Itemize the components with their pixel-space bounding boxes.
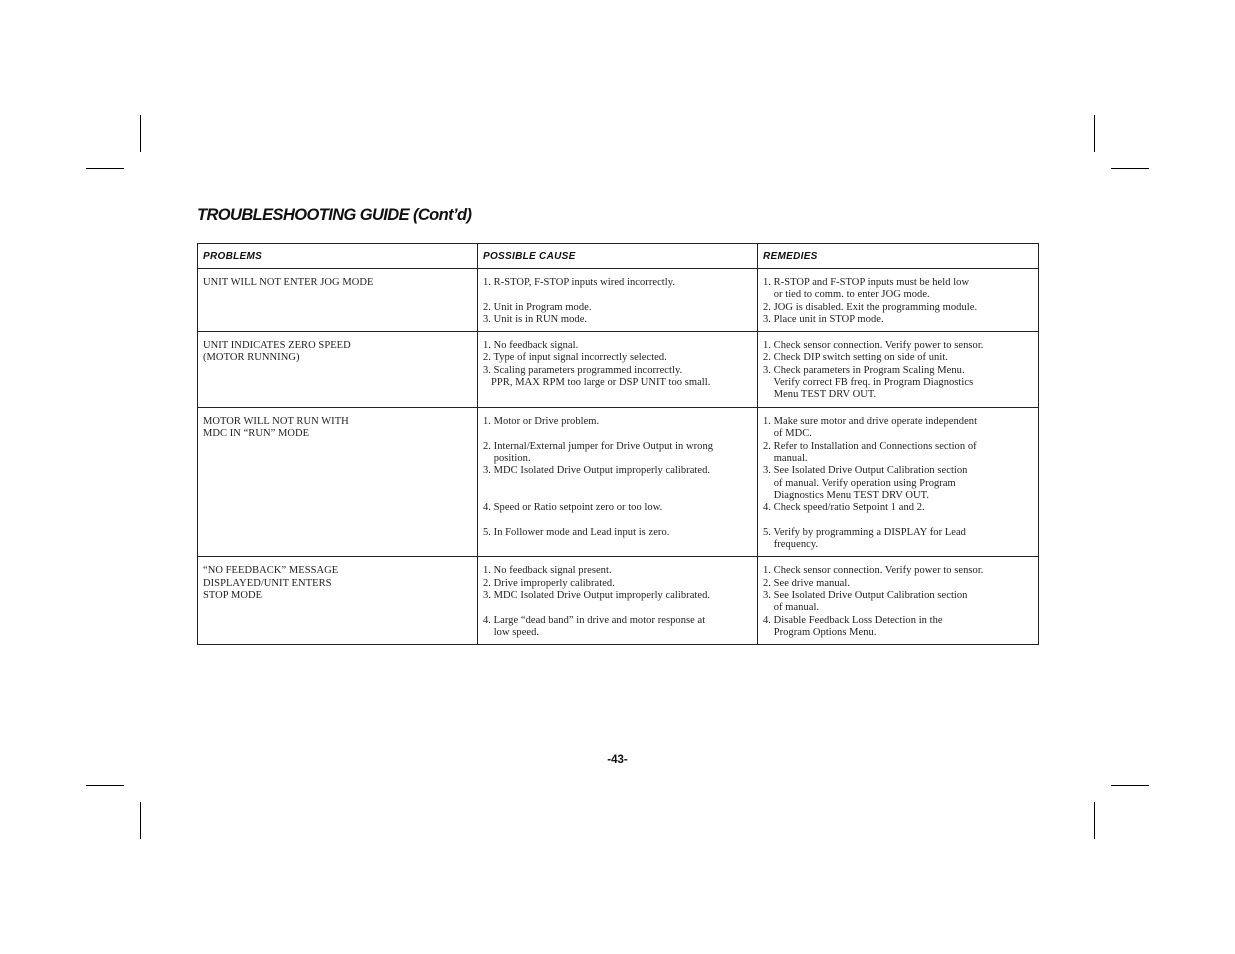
cell-line: 1. No feedback signal present.	[483, 565, 612, 577]
cell-line: low speed.	[483, 626, 540, 638]
cell-line: 1. Check sensor connection. Verify power to sensor.	[763, 340, 984, 352]
cell-line: 5. In Follower mode and Lead input is zero.	[483, 526, 670, 538]
cause-cell	[478, 332, 758, 408]
cause-cell	[478, 269, 758, 332]
cell-line: 3. Place unit in STOP mode.	[763, 313, 884, 325]
remedy-cell	[758, 332, 1039, 408]
cell-line: 3. Unit is in RUN mode.	[483, 313, 588, 325]
cell-line: 3. See Isolated Drive Output Calibration section	[763, 465, 968, 477]
cell-line: 3. Scaling parameters programmed incorrectly.	[483, 364, 683, 376]
cell-line: 1. Check sensor connection. Verify power to sensor.	[763, 565, 984, 577]
cell-line: UNIT WILL NOT ENTER JOG MODE	[203, 277, 374, 288]
table-row	[198, 332, 1039, 408]
cell-line: 2. Refer to Installation and Connections section of	[763, 440, 977, 452]
cell-line: 3. MDC Isolated Drive Output improperly calibrated.	[483, 465, 711, 477]
cell-line	[483, 490, 757, 502]
cell-line: 4. Check speed/ratio Setpoint 1 and 2.	[763, 502, 925, 514]
crop-mark	[1094, 802, 1095, 839]
cell-line: 4. Speed or Ratio setpoint zero or too low.	[483, 502, 663, 514]
crop-mark	[140, 115, 141, 152]
troubleshooting-table	[197, 243, 1039, 645]
cell-line: of manual. Verify operation using Program	[763, 477, 956, 489]
table-row	[198, 408, 1039, 557]
cell-line: 2. Internal/External jumper for Drive Output in wrong	[483, 440, 714, 452]
cause-cell	[478, 408, 758, 557]
cell-line	[483, 515, 757, 527]
cell-line: 5. Verify by programming a DISPLAY for Lead	[763, 526, 966, 538]
cell-line: UNIT INDICATES ZERO SPEED	[203, 340, 351, 352]
problem-cell	[198, 269, 478, 332]
cell-line: frequency.	[763, 539, 819, 551]
cell-line: 1. Motor or Drive problem.	[483, 416, 600, 428]
cell-line	[763, 515, 1038, 527]
cell-line: 2. Unit in Program mode.	[483, 301, 592, 313]
cell-line: 3. MDC Isolated Drive Output improperly calibrated.	[483, 590, 711, 602]
cell-line	[483, 478, 757, 490]
cell-line: Verify correct FB freq. in Program Diagnostics	[763, 377, 974, 389]
problem-cell	[198, 408, 478, 557]
cell-line: 3. Check parameters in Program Scaling Menu.	[763, 364, 965, 376]
problem-cell	[198, 332, 478, 408]
cell-line: 2. Check DIP switch setting on side of unit.	[763, 352, 948, 364]
header-remedies: REMEDIES	[758, 244, 1039, 269]
cell-line: of MDC.	[763, 428, 812, 440]
crop-mark	[86, 785, 124, 786]
cell-line: (MOTOR RUNNING)	[203, 352, 300, 364]
cell-line: 4. Disable Feedback Loss Detection in the	[763, 614, 943, 626]
cell-line: MOTOR WILL NOT RUN WITH	[203, 416, 349, 428]
crop-mark	[140, 802, 141, 839]
cell-line: 4. Large “dead band” in drive and motor response at	[483, 614, 706, 626]
remedy-cell	[758, 408, 1039, 557]
header-problems: PROBLEMS	[198, 244, 478, 269]
table-row	[198, 557, 1039, 645]
table-row	[198, 269, 1039, 332]
cell-line: 1. R-STOP, F-STOP inputs wired incorrectly.	[483, 277, 676, 288]
cell-line: Menu TEST DRV OUT.	[763, 389, 877, 401]
cell-line: PPR, MAX RPM too large or DSP UNIT too small.	[483, 377, 711, 389]
cell-line: STOP MODE	[203, 590, 263, 602]
crop-mark	[1094, 115, 1095, 152]
cell-line: 2. Type of input signal incorrectly selected.	[483, 352, 667, 364]
problem-cell	[198, 557, 478, 645]
remedy-cell	[758, 557, 1039, 645]
page-title: TROUBLESHOOTING GUIDE (Cont’d)	[197, 206, 472, 224]
cause-cell	[478, 557, 758, 645]
remedy-cell	[758, 269, 1039, 332]
cell-line: or tied to comm. to enter JOG mode.	[763, 289, 930, 301]
cell-line	[483, 602, 757, 614]
cell-line: Program Options Menu.	[763, 626, 877, 638]
cell-line	[483, 289, 757, 301]
cell-line: 1. R-STOP and F-STOP inputs must be held low	[763, 277, 970, 288]
cell-line: 3. See Isolated Drive Output Calibration section	[763, 590, 968, 602]
cell-line	[483, 428, 757, 440]
crop-mark	[1111, 785, 1149, 786]
cell-line: 1. Make sure motor and drive operate independent	[763, 416, 978, 428]
cell-line: 2. JOG is disabled. Exit the programming module.	[763, 301, 978, 313]
crop-mark	[1111, 168, 1149, 169]
header-possible-cause: POSSIBLE CAUSE	[478, 244, 758, 269]
cell-line: MDC IN “RUN” MODE	[203, 428, 310, 440]
cell-line: “NO FEEDBACK” MESSAGE	[203, 565, 339, 577]
cell-line: of manual.	[763, 602, 820, 614]
cell-line: 2. Drive improperly calibrated.	[483, 577, 615, 589]
cell-line: Diagnostics Menu TEST DRV OUT.	[763, 489, 930, 501]
cell-line: manual.	[763, 453, 808, 465]
cell-line: DISPLAYED/UNIT ENTERS	[203, 577, 332, 589]
page-number: -43-	[607, 754, 628, 766]
table-header-row	[198, 244, 1039, 269]
cell-line: position.	[483, 453, 531, 465]
cell-line: 1. No feedback signal.	[483, 340, 579, 352]
cell-line: 2. See drive manual.	[763, 577, 851, 589]
crop-mark	[86, 168, 124, 169]
